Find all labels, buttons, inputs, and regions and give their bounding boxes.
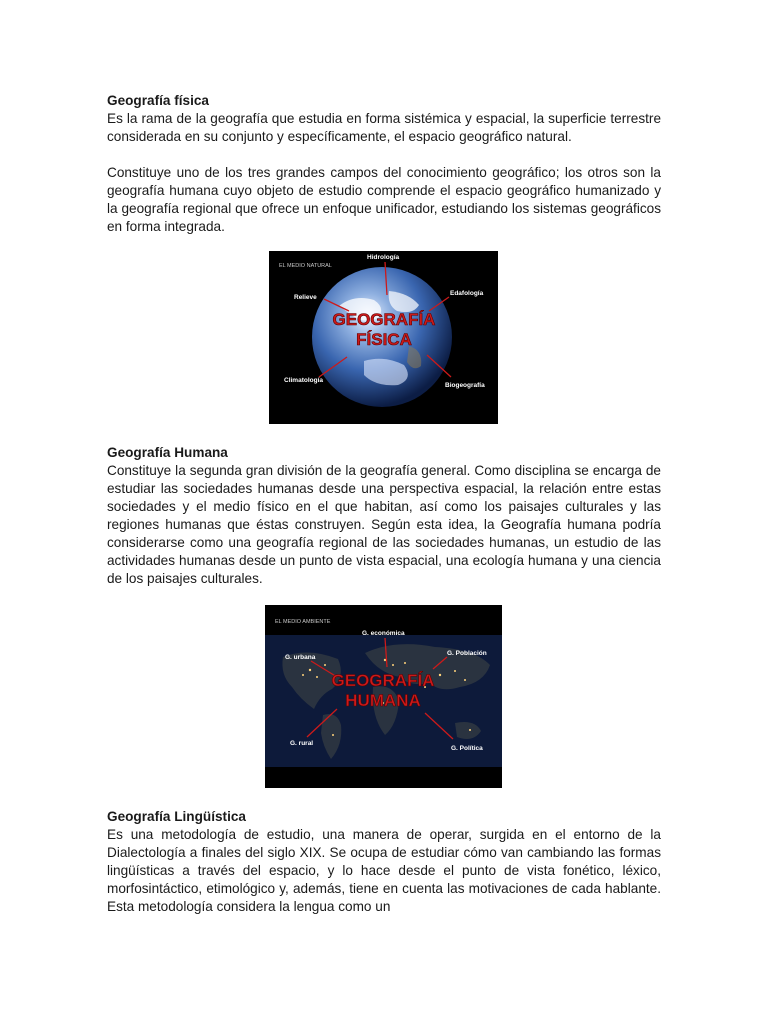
paragraph: Es la rama de la geografía que estudia en forma sistémica y espacial, la superficie terrestre considerada en su conjunto y específicamente, el espacio geográfico natural. [107, 111, 661, 144]
label-g-urbana: G. urbana [285, 654, 316, 661]
label-biogeografia: Biogeografía [445, 382, 485, 389]
figure-title-line2: HUMANA [345, 691, 421, 710]
corner-caption: EL MEDIO NATURAL [279, 263, 332, 269]
earth-globe-image [269, 251, 498, 424]
figure-title-line1: GEOGRAFÍA [332, 310, 436, 329]
paragraph: Es una metodología de estudio, una manera de operar, surgida en el entorno de la Dialectología a finales del siglo XIX. Se ocupa de estudiar cómo van cambiando las formas lingüísticas a través del espacio, y lo hace desde el punto de vista fonético, léxico, morfosintáctico, etimológico y, además, tiene en cuenta las motivaciones de cada hablante. Esta metodología considera la lengua como un [107, 827, 661, 914]
label-g-economica: G. económica [362, 630, 405, 637]
corner-caption: EL MEDIO AMBIENTE [275, 619, 331, 625]
section-title-geografia-linguistica: Geografía Lingüística [107, 809, 246, 824]
label-hidrologia: Hidrología [367, 254, 400, 261]
label-g-poblacion: G. Población [447, 650, 487, 657]
section-title-geografia-fisica: Geografía física [107, 93, 209, 108]
world-map-night-image [265, 605, 502, 788]
figure-title-line2: FÍSICA [356, 330, 412, 349]
paragraph: Constituye la segunda gran división de la geografía general. Como disciplina se encarga de estudiar las sociedades humanas desde una perspectiva espacial, la relación entre estas sociedades y el medio físico en el que habitan, así como los paisajes culturales y las regiones humanas que éstas construyen. Según esta idea, la Geografía humana podría considerarse como una geografía regional de las sociedades humanas, un estudio de las actividades humanas desde un punto de vista espacial, una ecología humana y una ciencia de los paisajes culturales. [107, 463, 661, 586]
label-g-rural: G. rural [290, 740, 314, 747]
label-g-politica: G. Política [451, 745, 483, 752]
figure-geografia-humana [265, 605, 502, 788]
figure-title-line1: GEOGRAFÍA [331, 671, 435, 690]
paragraph: Constituye uno de los tres grandes campos del conocimiento geográfico; los otros son la geografía humana cuyo objeto de estudio comprende el espacio geográfico humanizado y la geografía regional que ofrece un enfoque unificador, estudiando los sistemas geográficos en forma integrada. [107, 165, 661, 234]
section-title-geografia-humana: Geografía Humana [107, 445, 228, 460]
label-edafologia: Edafología [450, 290, 484, 297]
figure-geografia-fisica [269, 251, 498, 424]
label-relieve: Relieve [294, 294, 317, 301]
document-page [107, 92, 661, 916]
label-climatologia: Climatología [284, 377, 324, 384]
